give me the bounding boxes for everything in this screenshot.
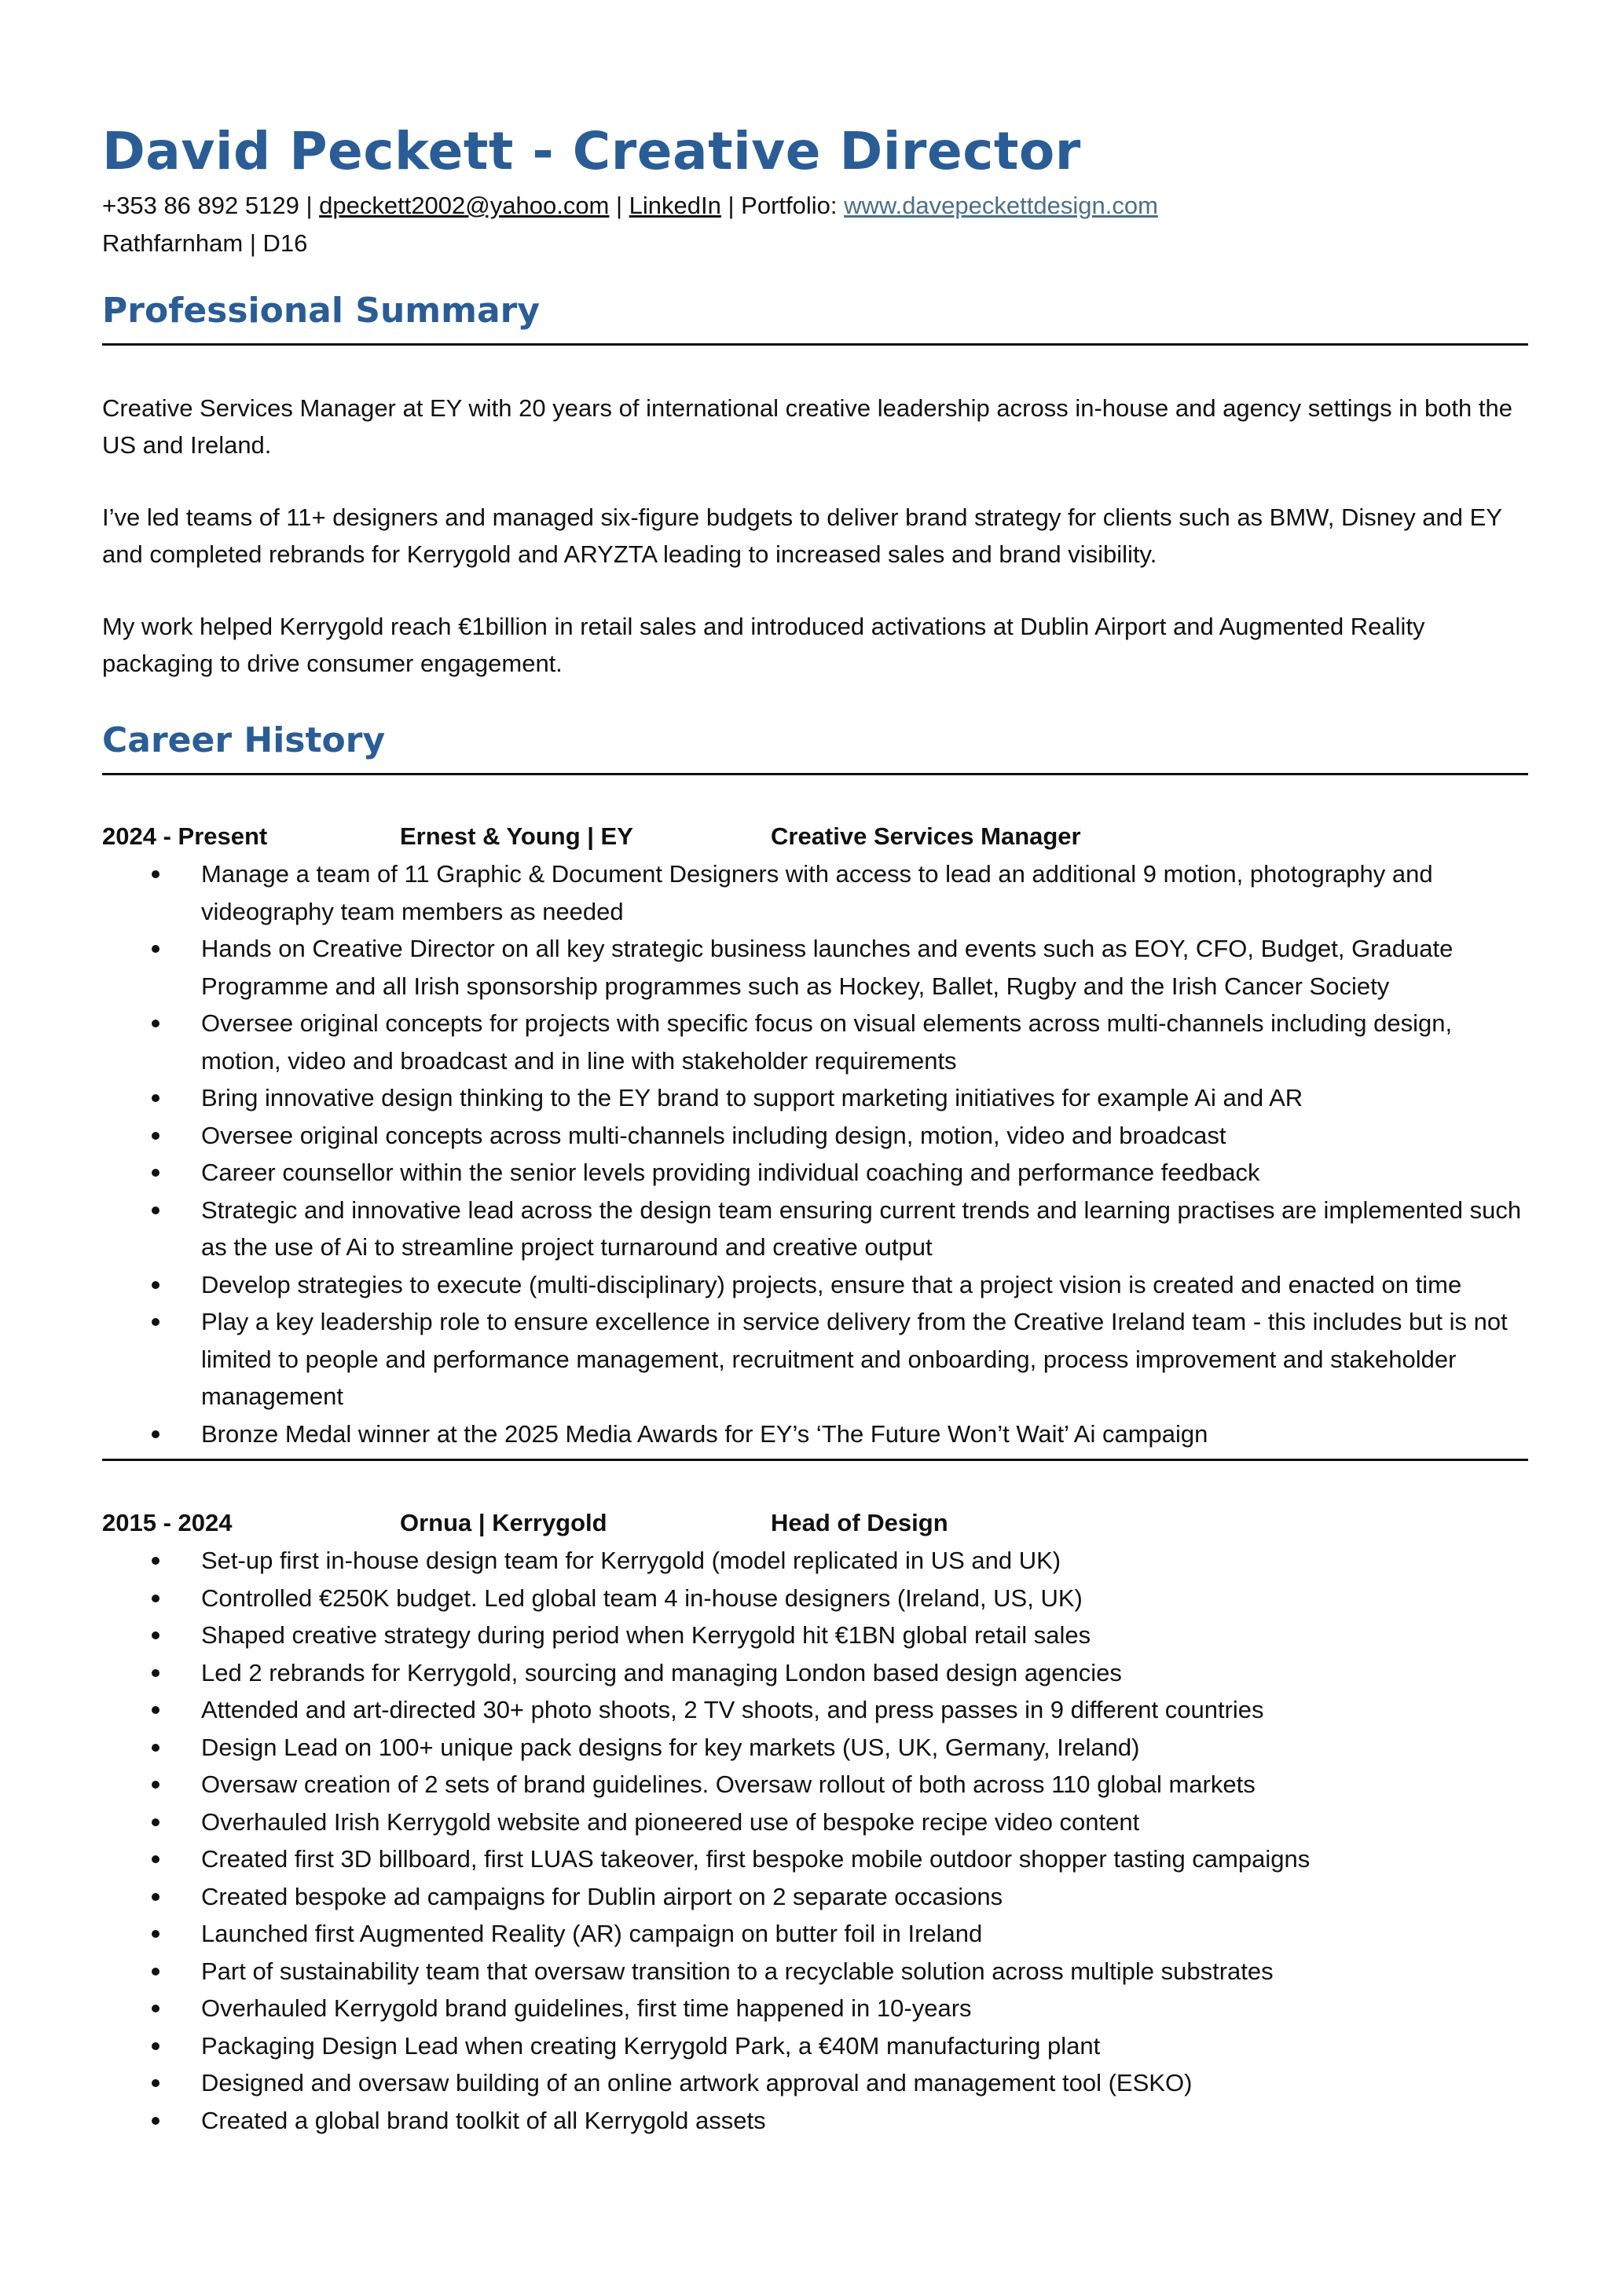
list-item <box>102 1729 1528 1767</box>
list-item <box>102 1990 1528 2027</box>
bullet-icon <box>152 945 159 953</box>
contact-line <box>102 187 1528 225</box>
summary-paragraph: My work helped Kerrygold reach €1billion in retail sales and introduced activations at Dublin Airport and Augmented Reality packaging to drive consumer engagement. <box>102 613 1425 677</box>
job-entry <box>102 1504 1528 2139</box>
list-item-text: Overhauled Irish Kerrygold website and pioneered use of bespoke recipe video content <box>201 1807 1140 1836</box>
bullet-icon <box>152 1595 159 1602</box>
bullet-icon <box>152 1706 159 1714</box>
bullet-icon <box>152 2079 159 2087</box>
bullet-icon <box>152 1631 159 1639</box>
list-item-text: Strategic and innovative lead across the design team ensuring current trends and learning practises are implemented such as the use of Ai to streamline project turnaround and creative output <box>201 1196 1522 1261</box>
phone-number: +353 86 892 5129 <box>102 192 299 219</box>
list-item <box>102 1303 1528 1415</box>
bullet-icon <box>152 1781 159 1789</box>
job-company: Ornua | Kerrygold <box>400 1509 607 1536</box>
list-item-text: Hands on Creative Director on all key strategic business launches and events such as EOY, CFO, Budget, Graduate Programme and all Irish sponsorship programmes such as Hockey, Ballet, Rugby and the Irish Cancer Society <box>201 935 1454 1000</box>
bullet-icon <box>152 1132 159 1140</box>
list-item <box>102 1878 1528 1916</box>
bullet-icon <box>152 870 159 878</box>
bullet-icon <box>152 1930 159 1938</box>
list-item-text: Set-up first in-house design team for Kerrygold (model replicated in US and UK) <box>201 1547 1061 1574</box>
list-item-text: Oversee original concepts across multi-channels including design, motion, video and broadcast <box>201 1121 1226 1149</box>
cv-content <box>102 116 1528 2139</box>
list-item <box>102 1266 1528 1304</box>
job-dates: 2015 - 2024 <box>102 1509 233 1536</box>
career-heading: Career History <box>102 720 386 760</box>
section-divider <box>102 343 1528 346</box>
list-item <box>102 2027 1528 2065</box>
list-item-text: Controlled €250K budget. Led global team 4 in-house designers (Ireland, US, UK) <box>201 1584 1083 1612</box>
list-item-text: Created a global brand toolkit of all Kerrygold assets <box>201 2106 766 2134</box>
list-item-text: Manage a team of 11 Graphic & Document Designers with access to lead an additional 9 motion, photography and videography team members as needed <box>201 860 1433 925</box>
job-header <box>102 818 1528 855</box>
job-role: Creative Services Manager <box>771 822 1081 850</box>
list-item <box>102 1117 1528 1155</box>
bullet-icon <box>152 1557 159 1565</box>
job-bullets <box>102 1542 1528 2139</box>
list-item-text: Bring innovative design thinking to the EY brand to support marketing initiatives for example Ai and AR <box>201 1084 1303 1111</box>
list-item <box>102 1654 1528 1692</box>
list-item <box>102 2064 1528 2102</box>
list-item-text: Overhauled Kerrygold brand guidelines, first time happened in 10-years <box>201 1994 972 2022</box>
bullet-icon <box>152 1020 159 1027</box>
list-item-text: Career counsellor within the senior levels providing individual coaching and performance feedback <box>201 1159 1260 1186</box>
list-item-text: Designed and oversaw building of an online artwork approval and management tool (ESKO) <box>201 2069 1193 2096</box>
bullet-icon <box>152 1169 159 1177</box>
contact-separator: | <box>609 192 629 219</box>
bullet-icon <box>152 1430 159 1438</box>
list-item <box>102 1005 1528 1079</box>
bullet-icon <box>152 1744 159 1752</box>
email-link[interactable]: dpeckett2002@yahoo.com <box>319 192 610 219</box>
list-item-text: Attended and art-directed 30+ photo shoots, 2 TV shoots, and press passes in 9 different countries <box>201 1696 1264 1723</box>
bullet-icon <box>152 1893 159 1901</box>
list-item-text: Shaped creative strategy during period when Kerrygold hit €1BN global retail sales <box>201 1621 1091 1649</box>
list-item <box>102 1415 1528 1453</box>
job-divider <box>102 1459 1528 1461</box>
job-header <box>102 1504 1528 1542</box>
list-item <box>102 1617 1528 1654</box>
bullet-icon <box>152 1855 159 1863</box>
location: Rathfarnham | D16 <box>102 229 308 257</box>
job-company: Ernest & Young | EY <box>400 822 633 850</box>
list-item <box>102 855 1528 930</box>
bullet-icon <box>152 1669 159 1677</box>
list-item-text: Created bespoke ad campaigns for Dublin airport on 2 separate occasions <box>201 1882 1003 1910</box>
portfolio-label: Portfolio: <box>741 192 845 219</box>
list-item <box>102 930 1528 1005</box>
portfolio-link[interactable]: www.davepeckettdesign.com <box>844 192 1158 219</box>
bullet-icon <box>152 1968 159 1976</box>
bullet-icon <box>152 1318 159 1326</box>
list-item-text: Launched first Augmented Reality (AR) campaign on butter foil in Ireland <box>201 1920 983 1947</box>
list-item-text: Created first 3D billboard, first LUAS takeover, first bespoke mobile outdoor shopper tasting campaigns <box>201 1845 1311 1873</box>
bullet-icon <box>152 1207 159 1214</box>
list-item <box>102 1840 1528 1878</box>
list-item-text: Led 2 rebrands for Kerrygold, sourcing and managing London based design agencies <box>201 1658 1122 1686</box>
list-item-text: Part of sustainability team that oversaw transition to a recyclable solution across multiple substrates <box>201 1957 1274 1985</box>
contact-separator: | <box>720 192 742 219</box>
bullet-icon <box>152 2117 159 2125</box>
bullet-icon <box>152 1281 159 1289</box>
job-bullets <box>102 855 1528 1452</box>
list-item <box>102 1953 1528 1990</box>
job-dates: 2024 - Present <box>102 822 268 850</box>
bullet-icon <box>152 2005 159 2012</box>
list-item-text: Oversaw creation of 2 sets of brand guidelines. Oversaw rollout of both across 110 global markets <box>201 1771 1256 1798</box>
bullet-icon <box>152 1094 159 1102</box>
list-item <box>102 1154 1528 1192</box>
job-entry <box>102 818 1528 1452</box>
list-item-text: Bronze Medal winner at the 2025 Media Awards for EY’s ‘The Future Won’t Wait’ Ai campaign <box>201 1419 1208 1448</box>
candidate-name: David Peckett - Creative Director <box>102 121 1081 181</box>
list-item-text: Packaging Design Lead when creating Kerrygold Park, a €40M manufacturing plant <box>201 2031 1101 2060</box>
linkedin-link[interactable]: LinkedIn <box>629 192 721 219</box>
bullet-icon <box>152 1818 159 1826</box>
list-item-text: Design Lead on 100+ unique pack designs for key markets (US, UK, Germany, Ireland) <box>201 1733 1140 1761</box>
list-item <box>102 2102 1528 2140</box>
list-item <box>102 1766 1528 1803</box>
list-item-text: Play a key leadership role to ensure excellence in service delivery from the Creative Ireland team - this includes but is not limited to people and performance management, recruitment and onboarding, process improvement and stakeholder management <box>201 1308 1508 1410</box>
list-item <box>102 1691 1528 1729</box>
list-item <box>102 1803 1528 1841</box>
list-item <box>102 1542 1528 1580</box>
job-role: Head of Design <box>771 1509 948 1536</box>
list-item-text: Oversee original concepts for projects with specific focus on visual elements across multi-channels including design, motion, video and broadcast and in line with stakeholder requirements <box>201 1009 1453 1075</box>
contact-separator: | <box>299 192 320 219</box>
list-item <box>102 1192 1528 1266</box>
summary-heading: Professional Summary <box>102 291 541 331</box>
list-item <box>102 1915 1528 1953</box>
bullet-icon <box>152 2042 159 2050</box>
section-divider <box>102 773 1528 775</box>
summary-paragraph: Creative Services Manager at EY with 20 years of international creative leadership across in-house and agency settings in both the US and Ireland. <box>102 394 1512 459</box>
list-item <box>102 1079 1528 1117</box>
list-item <box>102 1580 1528 1617</box>
list-item-text: Develop strategies to execute (multi-disciplinary) projects, ensure that a project vision is created and enacted on time <box>201 1270 1462 1298</box>
summary-paragraph: I’ve led teams of 11+ designers and managed six-figure budgets to deliver brand strategy for clients such as BMW, Disney and EY and completed rebrands for Kerrygold and ARYZTA leading to increased sales and brand visibility. <box>102 504 1502 568</box>
